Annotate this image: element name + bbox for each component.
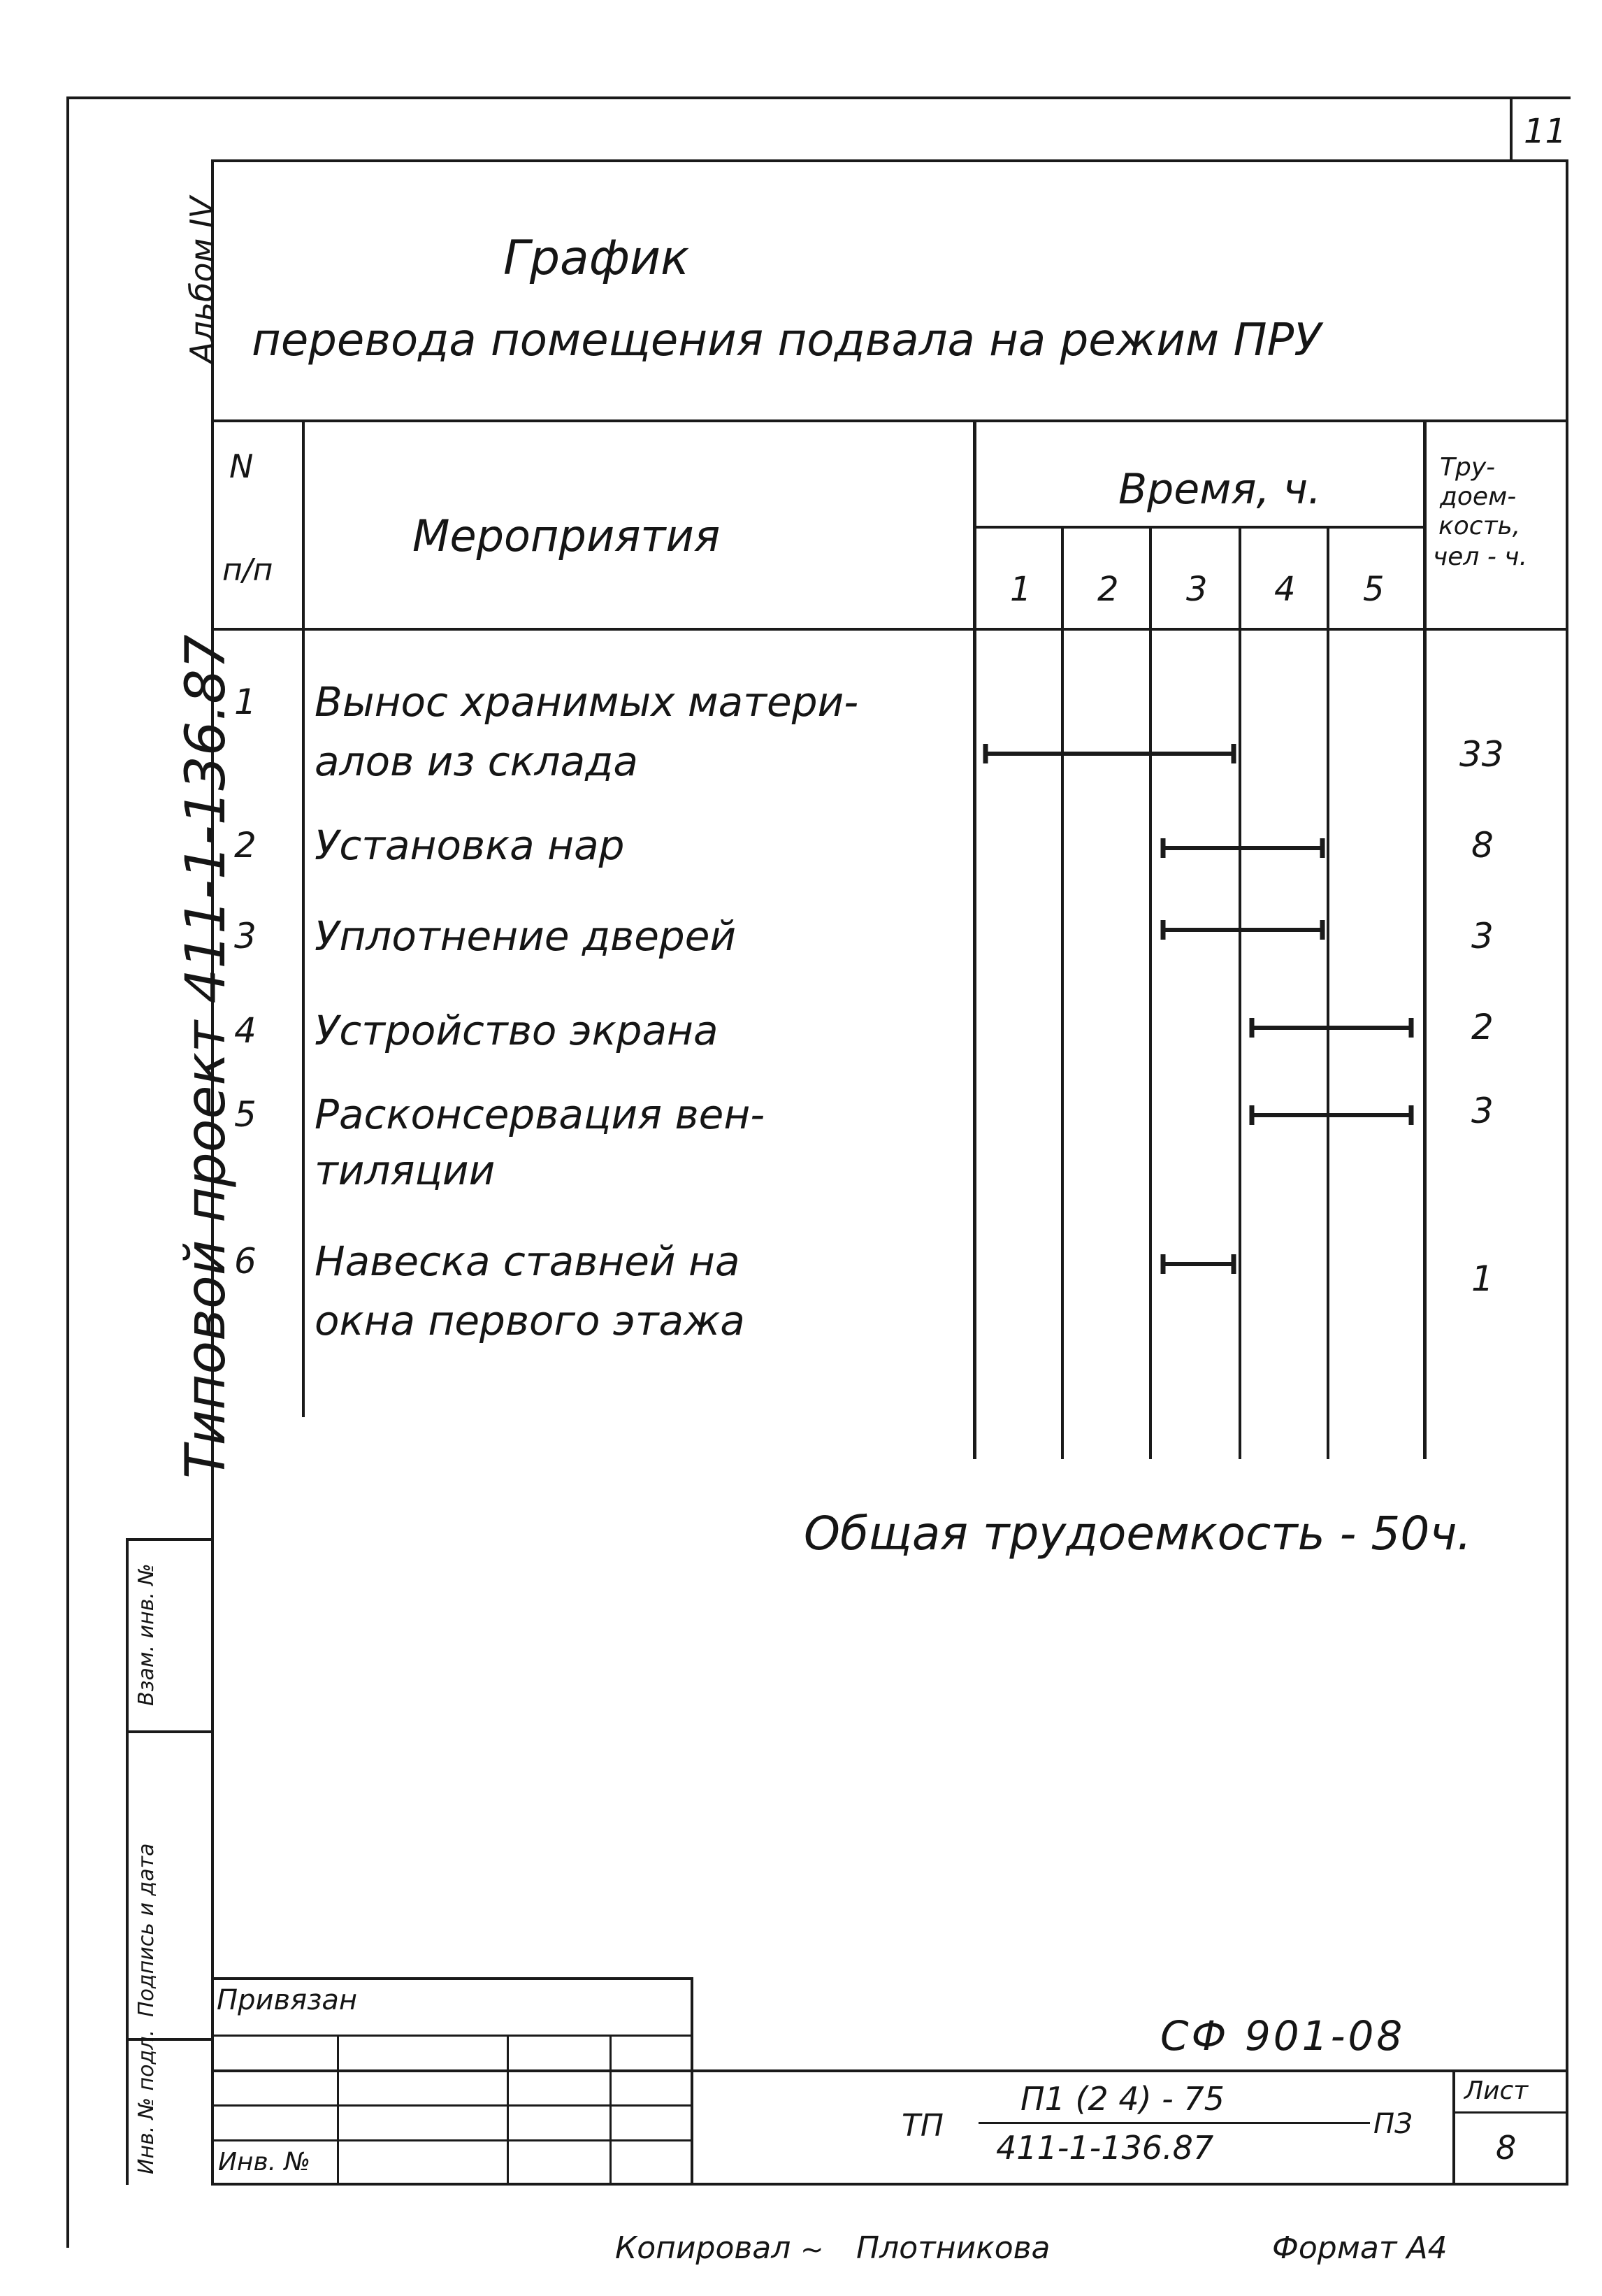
total-labor: Общая трудоемкость - 50ч. <box>804 1507 1472 1560</box>
col-event-header: Мероприятия <box>412 510 721 561</box>
hour-label-5: 5 <box>1363 570 1385 609</box>
stamp-col-3 <box>609 2035 612 2183</box>
footer-format: Формат А4 <box>1272 2230 1448 2266</box>
stamp-tp-numerator: П1 (2 4) - 75 <box>1020 2080 1225 2118</box>
stamp-row-1 <box>211 2035 693 2037</box>
row-3-num: 3 <box>234 916 257 956</box>
row-6-num: 6 <box>234 1241 257 1282</box>
stamp-privyazan-top <box>211 1977 693 1980</box>
stamp-privyazan-right <box>691 1977 693 2185</box>
stamp-tp-denominator: 411-1-136.87 <box>996 2129 1214 2167</box>
hour-label-1: 1 <box>1010 570 1032 609</box>
col-num-header-pp: п/п <box>222 552 273 588</box>
page-title: График <box>503 231 690 286</box>
stamp-tp-prefix: ТП <box>902 2108 944 2144</box>
stamp-tp-suffix: ПЗ <box>1373 2108 1413 2140</box>
stamp-list-label: Лист <box>1464 2076 1529 2105</box>
footer-copier-name: Плотникова <box>856 2230 1051 2266</box>
stamp-tp-fraction-bar <box>979 2122 1370 2124</box>
stamp-privyazan: Привязан <box>217 1984 358 2016</box>
footer-signature-mark: ~ <box>800 2234 824 2266</box>
row-4-labor: 2 <box>1471 1007 1494 1047</box>
stamp-inv-label: Инв. № <box>218 2148 311 2176</box>
row-6-text-2: окна первого этажа <box>315 1297 745 1344</box>
row-1-labor: 33 <box>1459 734 1504 775</box>
stamp-row-2 <box>211 2069 1568 2072</box>
row-5-text-1: Расконсервация вен- <box>315 1091 765 1138</box>
col-labor-header-4: чел - ч. <box>1433 543 1528 571</box>
stamp-list-number: 8 <box>1496 2129 1517 2167</box>
row-2-labor: 8 <box>1471 825 1494 866</box>
row-5-num: 5 <box>234 1094 257 1135</box>
col-time-header: Время, ч. <box>1118 465 1322 514</box>
col-labor-header-3: кость, <box>1438 512 1521 540</box>
row-5-text-2: тиляции <box>315 1147 496 1194</box>
row-2-num: 2 <box>234 825 257 866</box>
stamp-col-1 <box>337 2035 339 2183</box>
row-1-text-2: алов из склада <box>315 738 638 785</box>
footer-copied: Копировал <box>615 2230 791 2266</box>
row-6-text-1: Навеска ставней на <box>315 1237 740 1285</box>
hour-label-3: 3 <box>1186 570 1208 609</box>
row-6-labor: 1 <box>1471 1258 1494 1299</box>
stamp-side-field-2: Подпись и дата <box>134 1843 159 2017</box>
hour-label-2: 2 <box>1097 570 1119 609</box>
row-1-text-1: Вынос хранимых матери- <box>315 678 859 726</box>
row-3-text-1: Уплотнение дверей <box>315 912 737 960</box>
stamp-side-field-1: Взам. инв. № <box>134 1563 159 1706</box>
stamp-side-field-3: Инв. № подл. <box>134 2030 159 2174</box>
stamp-side-left <box>126 1538 129 2185</box>
stamp-col-2 <box>507 2035 509 2183</box>
stamp-row-3 <box>211 2104 693 2107</box>
stamp-code: СФ 901-08 <box>1160 2012 1406 2060</box>
stamp-side-top <box>126 1538 212 1541</box>
col-num-header-n: N <box>229 447 254 485</box>
side-album-label: Альбом IV <box>183 196 221 364</box>
row-5-labor: 3 <box>1471 1091 1494 1131</box>
row-4-text-1: Устройство экрана <box>315 1007 719 1054</box>
stamp-list-left <box>1452 2071 1455 2184</box>
row-4-num: 4 <box>234 1010 257 1051</box>
row-1-num: 1 <box>234 682 257 722</box>
stamp-row-4 <box>211 2139 693 2141</box>
stamp-side-div-1 <box>126 1730 212 1733</box>
side-project-label: Типовой проект 411-1-136.87 <box>175 634 238 1479</box>
hour-label-4: 4 <box>1274 570 1296 609</box>
row-3-labor: 3 <box>1471 916 1494 956</box>
page-subtitle: перевода помещения подвала на режим ПРУ <box>252 315 1322 366</box>
stamp-list-divider <box>1454 2111 1568 2114</box>
sheet-number: 11 <box>1524 112 1567 151</box>
col-labor-header-1: Тру- <box>1440 453 1496 482</box>
row-2-text-1: Установка нар <box>315 821 625 869</box>
col-labor-header-2: доем- <box>1440 482 1517 511</box>
